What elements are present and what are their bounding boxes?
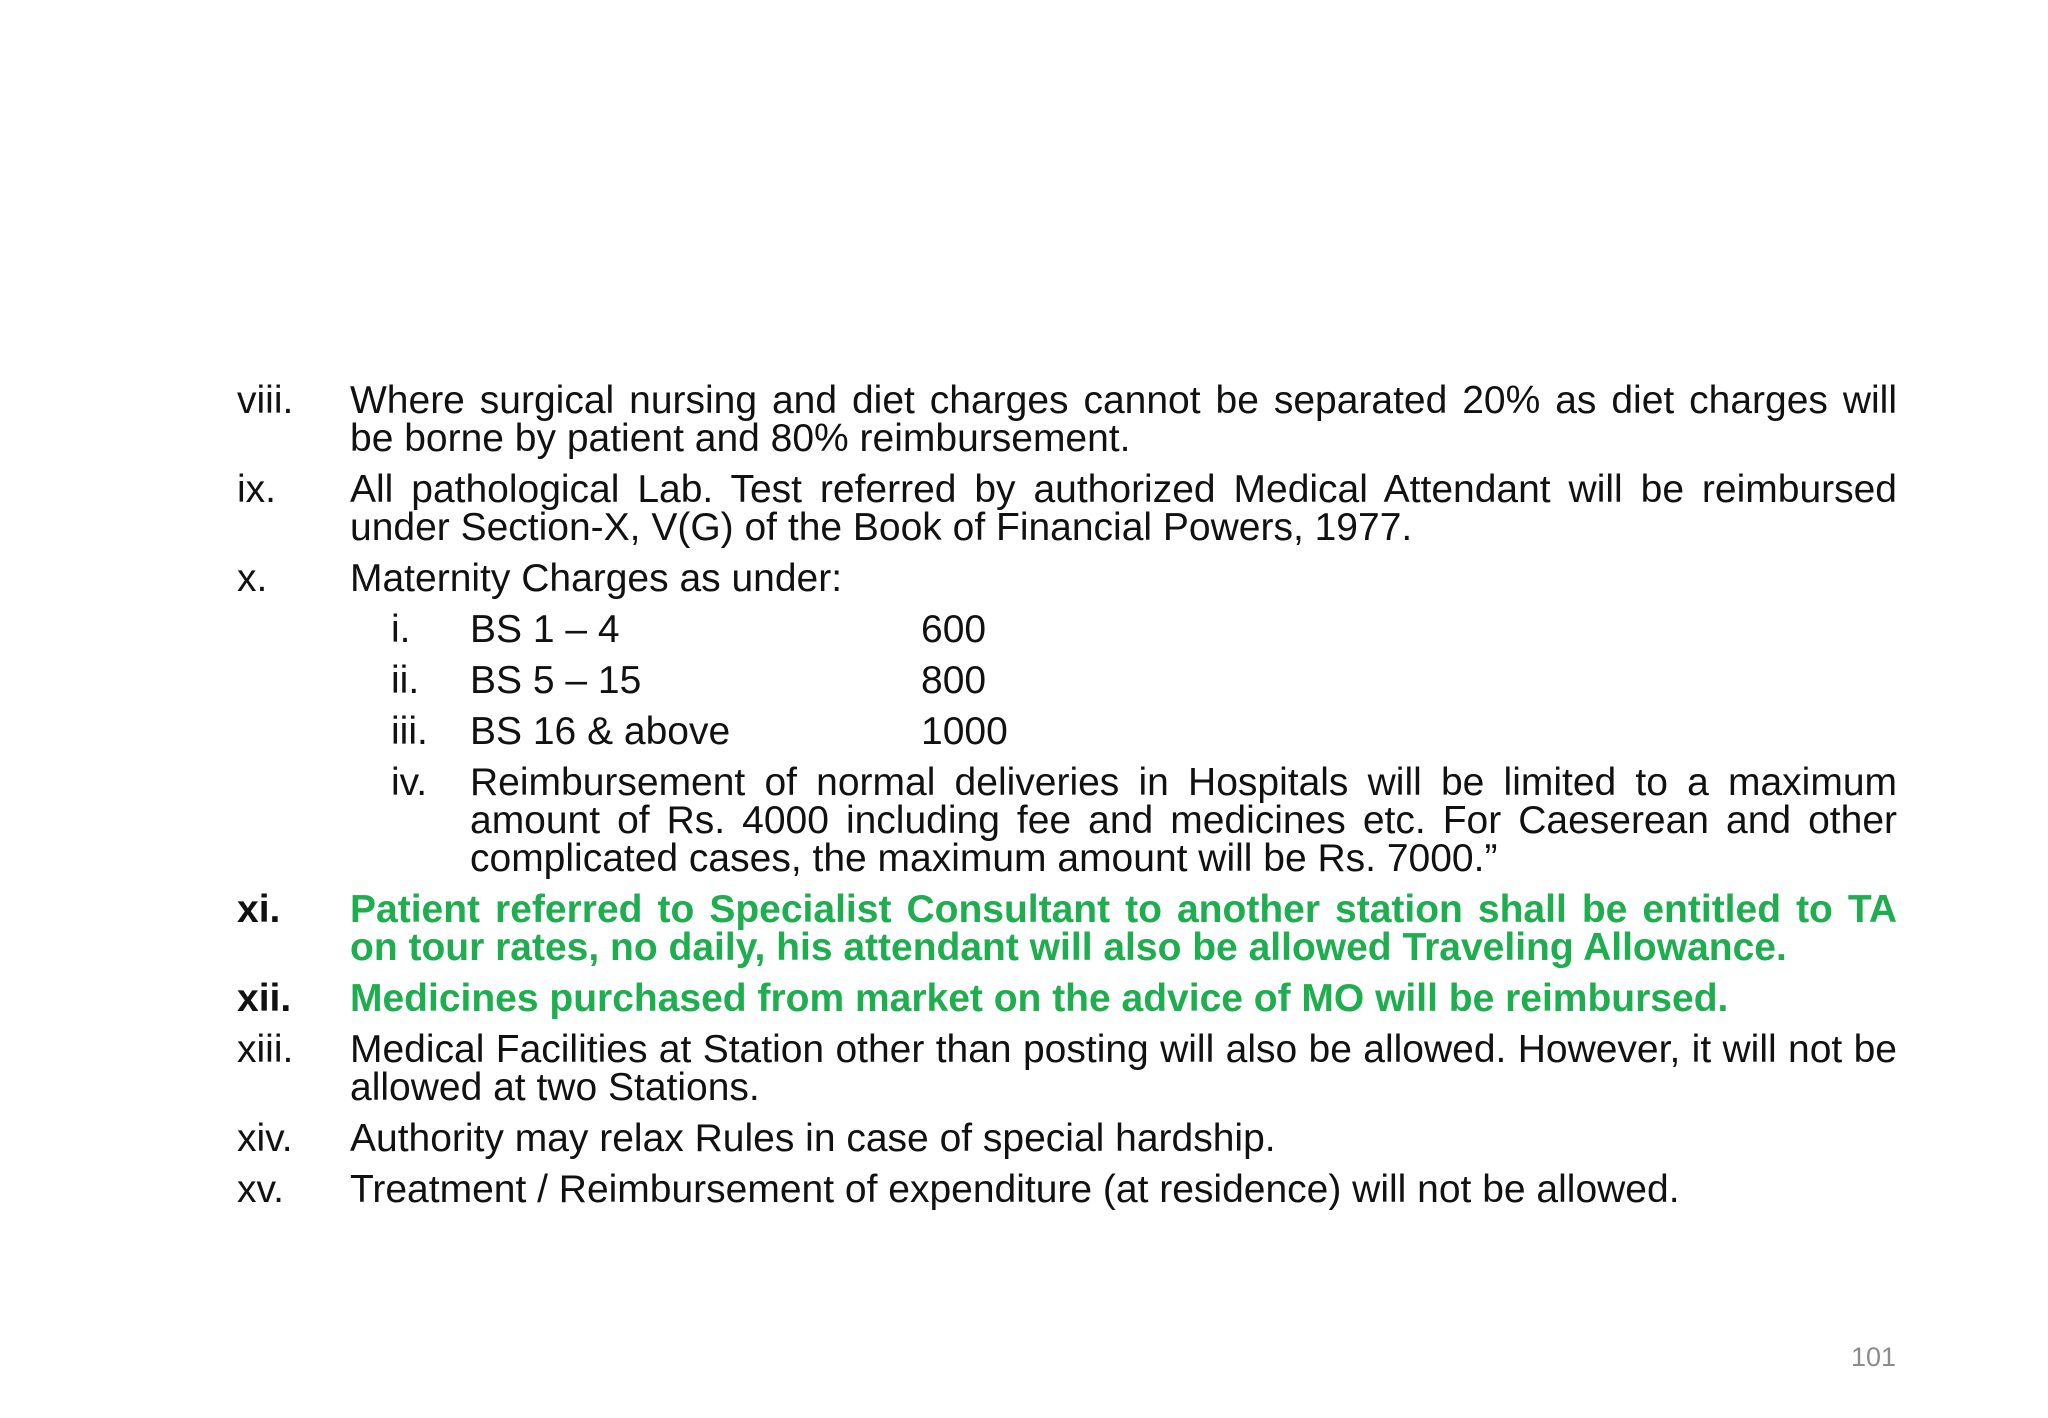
- list-item-x: [237, 557, 1897, 600]
- maternity-row-1: [237, 608, 1897, 651]
- item-number: xiv.: [237, 1117, 293, 1160]
- list-item-viii: [237, 379, 1897, 460]
- page-number: 101: [1850, 1342, 1896, 1372]
- maternity-amount: 1000: [921, 710, 1008, 753]
- list-item-xi: [237, 888, 1897, 969]
- item-text: Authority may relax Rules in case of special hardship.: [350, 1117, 1276, 1160]
- list-item-xiv: [237, 1117, 1897, 1160]
- rules-list: [237, 379, 1897, 1222]
- item-text: All pathological Lab. Test referred by authorized Medical Attendant will be reimbursed under Section-X, V(G) of the Book of Financial Powers, 1977.: [350, 468, 1897, 549]
- item-number: xiii.: [237, 1028, 294, 1071]
- item-text-highlighted: Medicines purchased from market on the advice of MO will be reimbursed.: [350, 977, 1729, 1020]
- pay-scale-label: BS 5 – 15: [470, 659, 642, 702]
- item-text: Maternity Charges as under:: [350, 557, 843, 600]
- list-item-xv: [237, 1168, 1897, 1211]
- item-number: xii.: [237, 977, 292, 1020]
- list-item-xii: [237, 977, 1897, 1020]
- item-text-highlighted: Patient referred to Specialist Consultant to another station shall be entitled to TA on tour rates, no daily, his attendant will also be allowed Traveling Allowance.: [350, 888, 1897, 969]
- item-number: xi.: [237, 888, 281, 931]
- item-text: Medical Facilities at Station other than posting will also be allowed. However, it will not be allowed at two Stations.: [350, 1028, 1897, 1109]
- sub-item-number: iv.: [391, 761, 428, 804]
- maternity-amount: 800: [921, 659, 987, 702]
- list-item-ix: [237, 468, 1897, 549]
- sub-item-number: iii.: [391, 710, 428, 753]
- item-number: x.: [237, 557, 268, 600]
- maternity-amount: 600: [921, 608, 987, 651]
- item-text: Treatment / Reimbursement of expenditure (at residence) will not be allowed.: [350, 1168, 1680, 1211]
- pay-scale-label: BS 1 – 4: [470, 608, 620, 651]
- item-number: viii.: [237, 379, 294, 422]
- list-item-xiii: [237, 1028, 1897, 1109]
- item-number: ix.: [237, 468, 276, 511]
- maternity-row-2: [237, 659, 1897, 702]
- maternity-note-text: Reimbursement of normal deliveries in Hospitals will be limited to a maximum amount of Rs. 4000 including fee and medicines etc. For Caeserean and other complicated cases, the maximum amount will be Rs. 7000.”: [470, 761, 1897, 880]
- item-text: Where surgical nursing and diet charges cannot be separated 20% as diet charges will be borne by patient and 80% reimbursement.: [350, 379, 1897, 460]
- pay-scale-label: BS 16 & above: [470, 710, 731, 753]
- sub-item-number: i.: [391, 608, 411, 651]
- sub-item-number: ii.: [391, 659, 420, 702]
- maternity-note: [237, 761, 1897, 880]
- maternity-row-3: [237, 710, 1897, 753]
- item-number: xv.: [237, 1168, 284, 1211]
